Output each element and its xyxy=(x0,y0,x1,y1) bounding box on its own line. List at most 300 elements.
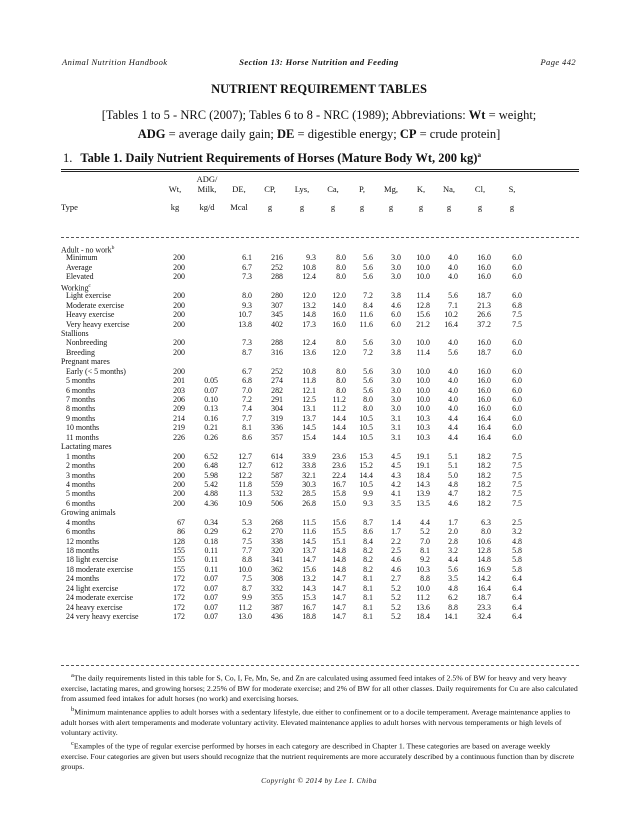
cell-na: 4.4 xyxy=(448,413,458,423)
cell-k: 4.4 xyxy=(420,517,430,527)
row-label-text: 12 months xyxy=(66,536,100,546)
cell-wt: 219 xyxy=(173,423,185,433)
row-label-text: 18 moderate exercise xyxy=(66,564,134,574)
cell-s: 3.2 xyxy=(512,527,522,537)
cell-k: 11.4 xyxy=(416,347,430,357)
cell-wt: 200 xyxy=(173,272,185,282)
cell-p: 7.2 xyxy=(363,291,373,301)
cell-s: 6.0 xyxy=(512,338,522,348)
cell-lys: 33.9 xyxy=(302,451,316,461)
cell-lys: 13.7 xyxy=(302,546,316,555)
row-label-text: 6 months xyxy=(66,527,96,537)
cell-ca: 8.0 xyxy=(336,366,346,376)
row-footnote-mark: c xyxy=(88,282,91,289)
row-label xyxy=(66,272,94,281)
cell-cl: 37.2 xyxy=(477,319,491,329)
row-label-text: Heavy exercise xyxy=(66,310,115,320)
column-header-6-line3: g xyxy=(330,202,336,212)
cell-na: 5.6 xyxy=(448,347,458,357)
cell-wt: 214 xyxy=(173,413,185,423)
row-label-text: 18 months xyxy=(66,546,100,555)
cell-de: 13.0 xyxy=(238,612,252,622)
cell-milk: 0.29 xyxy=(204,527,218,537)
cell-k: 19.1 xyxy=(416,451,430,461)
cell-cl: 16.0 xyxy=(477,338,491,348)
cell-mg: 3.0 xyxy=(391,376,401,386)
footnote-b-text: Minimum maintenance applies to adult horses with a sedentary lifestyle, due either to confinement or to a docile temperament. Average maintenance applies to adult horses with alert temperaments and moderate voluntary activity. Elevated maintenance applies to adult horses with nervous temperaments or high levels of voluntary activity. xyxy=(61,707,571,738)
cell-na: 4.4 xyxy=(448,555,458,565)
table-row xyxy=(61,574,579,583)
cell-na: 4.0 xyxy=(448,262,458,272)
cell-milk: 6.52 xyxy=(204,451,218,461)
column-header-2-line2: Milk, xyxy=(197,184,217,194)
def-de: = digestible energy; xyxy=(294,127,400,141)
row-label xyxy=(66,565,133,574)
cell-s: 6.0 xyxy=(512,253,522,263)
column-header-10-line2: Na, xyxy=(442,184,456,194)
cell-ca: 8.0 xyxy=(336,376,346,386)
cell-na: 3.2 xyxy=(448,546,458,555)
column-header-12-line2: S, xyxy=(508,184,516,194)
cell-lys: 16.7 xyxy=(302,602,316,612)
cell-lys: 13.2 xyxy=(302,574,316,584)
table-group-row xyxy=(61,508,579,517)
table-row xyxy=(61,461,579,470)
cell-s: 7.5 xyxy=(512,498,522,508)
column-header-2-line3: kg/d xyxy=(199,202,215,212)
cell-lys: 11.5 xyxy=(302,517,316,527)
cell-mg: 5.2 xyxy=(391,612,401,622)
table-group-row xyxy=(61,329,579,338)
row-label-text: Average xyxy=(66,262,93,272)
cell-lys: 15.4 xyxy=(302,432,316,442)
table-column-headers xyxy=(61,175,579,225)
cell-ca: 14.8 xyxy=(332,564,346,574)
cell-k: 7.0 xyxy=(420,536,430,546)
cell-mg: 5.2 xyxy=(391,583,401,593)
cell-na: 4.6 xyxy=(448,498,458,508)
cell-mg: 3.0 xyxy=(391,253,401,263)
row-label xyxy=(66,320,130,329)
table-row xyxy=(61,433,579,442)
cell-k: 12.8 xyxy=(416,300,430,310)
header-book-title: Animal Nutrition Handbook xyxy=(62,57,168,67)
cell-de: 6.8 xyxy=(242,376,252,386)
cell-de: 7.7 xyxy=(242,546,252,555)
cell-na: 2.0 xyxy=(448,527,458,537)
cell-de: 11.3 xyxy=(238,489,252,499)
cell-p: 10.5 xyxy=(359,479,373,489)
table-row xyxy=(61,414,579,423)
cell-na: 8.8 xyxy=(448,602,458,612)
row-label xyxy=(66,452,95,461)
cell-p: 9.9 xyxy=(363,489,373,499)
row-label xyxy=(66,423,99,432)
def-wt: = weight; xyxy=(485,108,537,122)
cell-k: 10.0 xyxy=(416,253,430,263)
cell-wt: 201 xyxy=(173,376,185,386)
cell-s: 6.0 xyxy=(512,272,522,282)
cell-mg: 2.2 xyxy=(391,536,401,546)
cell-ca: 14.4 xyxy=(332,413,346,423)
cell-cp: 345 xyxy=(271,310,283,320)
cell-de: 8.1 xyxy=(242,423,252,433)
cell-de: 8.7 xyxy=(242,583,252,593)
row-label xyxy=(66,376,95,385)
cell-ca: 22.4 xyxy=(332,470,346,480)
cell-lys: 14.5 xyxy=(302,423,316,433)
row-label xyxy=(66,546,99,555)
cell-na: 4.0 xyxy=(448,253,458,263)
cell-milk: 4.88 xyxy=(204,489,218,499)
cell-p: 15.2 xyxy=(359,461,373,471)
cell-wt: 200 xyxy=(173,489,185,499)
cell-wt: 172 xyxy=(173,602,185,612)
cell-wt: 86 xyxy=(177,527,185,537)
cell-wt: 172 xyxy=(173,583,185,593)
row-label-text: 24 very heavy exercise xyxy=(66,612,139,622)
cell-wt: 128 xyxy=(173,536,185,546)
cell-mg: 4.3 xyxy=(391,470,401,480)
cell-cp: 307 xyxy=(271,300,283,310)
row-label-text: Early (< 5 months) xyxy=(66,366,126,376)
table-row xyxy=(61,593,579,602)
def-adg: = average daily gain; xyxy=(165,127,278,141)
cell-cp: 268 xyxy=(271,517,283,527)
abbr-cp: CP xyxy=(399,127,417,141)
cell-wt: 226 xyxy=(173,432,185,442)
row-label xyxy=(66,348,95,357)
row-label-text: 7 months xyxy=(66,395,96,404)
cell-wt: 203 xyxy=(173,385,185,395)
cell-cl: 14.2 xyxy=(477,574,491,584)
cell-lys: 17.3 xyxy=(302,319,316,329)
cell-de: 7.3 xyxy=(242,272,252,282)
cell-wt: 155 xyxy=(173,555,185,565)
cell-cp: 291 xyxy=(271,395,283,404)
table-row xyxy=(61,263,579,272)
table-row xyxy=(61,376,579,385)
cell-k: 10.0 xyxy=(416,376,430,386)
cell-ca: 23.6 xyxy=(332,461,346,471)
column-header-5-line3: g xyxy=(299,202,305,212)
cell-milk: 0.07 xyxy=(204,583,218,593)
column-header-8-line3: g xyxy=(388,202,394,212)
cell-k: 13.6 xyxy=(416,602,430,612)
table-row xyxy=(61,386,579,395)
table-title xyxy=(63,151,583,166)
cell-k: 10.3 xyxy=(416,423,430,433)
cell-p: 11.6 xyxy=(359,310,373,320)
row-label-text: Growing animals xyxy=(61,508,116,518)
cell-na: 4.0 xyxy=(448,376,458,386)
cell-k: 5.2 xyxy=(420,527,430,537)
cell-lys: 14.7 xyxy=(302,555,316,565)
cell-cl: 16.0 xyxy=(477,262,491,272)
row-label xyxy=(66,584,118,593)
cell-lys: 28.5 xyxy=(302,489,316,499)
cell-wt: 200 xyxy=(173,310,185,320)
column-header-6-line2: Ca, xyxy=(327,184,339,194)
cell-de: 9.9 xyxy=(242,593,252,603)
cell-na: 7.1 xyxy=(448,300,458,310)
header-section-title: Section 13: Horse Nutrition and Feeding xyxy=(239,57,399,67)
cell-mg: 3.8 xyxy=(391,347,401,357)
cell-de: 8.7 xyxy=(242,347,252,357)
cell-cl: 14.8 xyxy=(477,555,491,565)
cell-na: 4.8 xyxy=(448,583,458,593)
row-label-text: 6 months xyxy=(66,498,96,508)
table-row xyxy=(61,603,579,612)
column-header-5-line2: Lys, xyxy=(294,184,310,194)
row-label xyxy=(66,386,95,395)
cell-cl: 16.0 xyxy=(477,395,491,404)
cell-de: 7.7 xyxy=(242,413,252,423)
cell-p: 15.3 xyxy=(359,451,373,461)
cell-na: 14.1 xyxy=(444,612,458,622)
def-cp: = crude protein] xyxy=(416,127,501,141)
table-row xyxy=(61,584,579,593)
cell-na: 1.7 xyxy=(448,517,458,527)
cell-ca: 15.5 xyxy=(332,527,346,537)
cell-s: 7.5 xyxy=(512,451,522,461)
cell-cl: 26.6 xyxy=(477,310,491,320)
footnote-b-mark: b xyxy=(71,705,75,713)
cell-milk: 0.34 xyxy=(204,517,218,527)
cell-ca: 12.0 xyxy=(332,347,346,357)
abbr-de: DE xyxy=(277,127,295,141)
cell-de: 12.2 xyxy=(238,470,252,480)
cell-na: 16.4 xyxy=(444,319,458,329)
page-title: NUTRIENT REQUIREMENT TABLES xyxy=(211,82,427,96)
cell-cl: 16.0 xyxy=(477,253,491,263)
footnote-a xyxy=(61,671,579,705)
cell-lys: 14.8 xyxy=(302,310,316,320)
cell-lys: 15.6 xyxy=(302,564,316,574)
cell-p: 10.5 xyxy=(359,432,373,442)
cell-s: 7.5 xyxy=(512,319,522,329)
cell-lys: 10.8 xyxy=(302,366,316,376)
cell-mg: 1.4 xyxy=(391,517,401,527)
cell-cp: 532 xyxy=(271,489,283,499)
cell-wt: 172 xyxy=(173,612,185,622)
cell-ca: 8.0 xyxy=(336,262,346,272)
row-label xyxy=(66,253,98,262)
cell-k: 11.2 xyxy=(416,593,430,603)
cell-cp: 506 xyxy=(271,498,283,508)
row-label-text: Lactating mares xyxy=(61,442,112,452)
column-header-12-line3: g xyxy=(509,202,515,212)
table-title-footnote-mark: a xyxy=(477,151,481,159)
cell-mg: 5.2 xyxy=(391,602,401,612)
cell-p: 10.5 xyxy=(359,413,373,423)
cell-de: 7.5 xyxy=(242,574,252,584)
cell-mg: 4.5 xyxy=(391,461,401,471)
cell-na: 10.2 xyxy=(444,310,458,320)
cell-ca: 11.2 xyxy=(332,404,346,414)
cell-k: 10.0 xyxy=(416,385,430,395)
cell-milk: 0.10 xyxy=(204,395,218,404)
cell-k: 10.0 xyxy=(416,272,430,282)
row-label xyxy=(61,508,116,517)
table-row xyxy=(61,518,579,527)
cell-de: 6.7 xyxy=(242,262,252,272)
cell-lys: 14.3 xyxy=(302,583,316,593)
table-row xyxy=(61,480,579,489)
column-header-2-line1: ADG/ xyxy=(196,174,218,184)
cell-p: 5.6 xyxy=(363,338,373,348)
cell-cp: 336 xyxy=(271,423,283,433)
cell-wt: 155 xyxy=(173,564,185,574)
running-header xyxy=(62,57,576,69)
cell-cl: 18.2 xyxy=(477,498,491,508)
footnote-c xyxy=(61,739,579,773)
table-row xyxy=(61,310,579,319)
table-row xyxy=(61,423,579,432)
table-row xyxy=(61,272,579,281)
cell-milk: 0.07 xyxy=(204,602,218,612)
column-header-4-line2: CP, xyxy=(264,184,276,194)
cell-cp: 355 xyxy=(271,593,283,603)
cell-mg: 6.0 xyxy=(391,319,401,329)
cell-de: 7.0 xyxy=(242,385,252,395)
cell-mg: 4.6 xyxy=(391,300,401,310)
table-row xyxy=(61,527,579,536)
cell-de: 6.1 xyxy=(242,253,252,263)
cell-cl: 18.2 xyxy=(477,470,491,480)
cell-wt: 200 xyxy=(173,253,185,263)
cell-p: 8.7 xyxy=(363,517,373,527)
cell-mg: 5.2 xyxy=(391,593,401,603)
cell-k: 15.6 xyxy=(416,310,430,320)
cell-cl: 16.4 xyxy=(477,432,491,442)
row-label xyxy=(66,338,107,347)
cell-p: 8.2 xyxy=(363,555,373,565)
cell-ca: 8.0 xyxy=(336,253,346,263)
cell-wt: 67 xyxy=(177,517,185,527)
cell-ca: 14.7 xyxy=(332,574,346,584)
cell-mg: 4.2 xyxy=(391,479,401,489)
cell-k: 21.2 xyxy=(416,319,430,329)
footnote-a-text: The daily requirements listed in this table for S, Co, I, Fe, Mn, Se, and Zn are calculated using assumed feed intakes of 2.5% of BW for heavy and very heavy exercise, lactating mares, and growing horses; 2.25% of BW for moderate exercise; and 2% of BW for all other classes. Daily requirements for Cu are also calculated from assumed feed intakes for adult horses (no work) and exercising horses. xyxy=(61,673,578,704)
row-label xyxy=(66,499,95,508)
cell-milk: 0.11 xyxy=(204,555,218,565)
row-label xyxy=(61,357,110,366)
cell-s: 7.5 xyxy=(512,489,522,499)
row-label-text: Minimum xyxy=(66,253,98,263)
cell-k: 10.3 xyxy=(416,432,430,442)
cell-lys: 11.8 xyxy=(302,376,316,386)
cell-mg: 1.7 xyxy=(391,527,401,537)
cell-milk: 0.07 xyxy=(204,612,218,622)
row-label-text: 4 months xyxy=(66,517,96,527)
cell-mg: 4.6 xyxy=(391,555,401,565)
cell-de: 12.7 xyxy=(238,451,252,461)
cell-p: 5.6 xyxy=(363,385,373,395)
cell-de: 10.0 xyxy=(238,564,252,574)
cell-lys: 12.0 xyxy=(302,291,316,301)
cell-p: 14.4 xyxy=(359,470,373,480)
row-label xyxy=(66,518,95,527)
cell-mg: 3.0 xyxy=(391,272,401,282)
cell-na: 4.4 xyxy=(448,423,458,433)
cell-cp: 614 xyxy=(271,451,283,461)
cell-k: 8.1 xyxy=(420,546,430,555)
cell-p: 5.6 xyxy=(363,366,373,376)
cell-ca: 15.1 xyxy=(332,536,346,546)
cell-de: 8.0 xyxy=(242,291,252,301)
cell-ca: 8.0 xyxy=(336,272,346,282)
table-row xyxy=(61,291,579,300)
row-label-text: 5 months xyxy=(66,376,96,386)
row-label-text: Breeding xyxy=(66,347,95,357)
cell-milk: 0.21 xyxy=(204,423,218,433)
cell-p: 8.1 xyxy=(363,583,373,593)
footnote-c-text: Examples of the type of regular exercise performed by horses in each category are described in Chapter 1. These categories are based on average weekly exercise. Four categories are given but users should recognize that the nutrient requirements are more accurately described by a continuous function than by discrete groups. xyxy=(61,741,575,772)
column-header-8-line2: Mg, xyxy=(384,184,398,194)
cell-lys: 13.1 xyxy=(302,404,316,414)
row-label-text: Elevated xyxy=(66,272,94,282)
table-title-text: Table 1. Daily Nutrient Requirements of Horses (Mature Body Wt, 200 kg) xyxy=(80,151,478,166)
row-label-text: 24 heavy exercise xyxy=(66,602,123,612)
cell-k: 11.4 xyxy=(416,291,430,301)
cell-k: 10.0 xyxy=(416,262,430,272)
cell-p: 10.5 xyxy=(359,423,373,433)
column-header-7-line2: P, xyxy=(359,184,365,194)
cell-mg: 6.0 xyxy=(391,310,401,320)
row-label-text: 9 months xyxy=(66,413,96,423)
cell-p: 5.6 xyxy=(363,262,373,272)
cell-p: 5.6 xyxy=(363,272,373,282)
cell-wt: 200 xyxy=(173,319,185,329)
cell-de: 13.8 xyxy=(238,319,252,329)
cell-lys: 9.3 xyxy=(306,253,316,263)
row-label xyxy=(66,471,95,480)
cell-ca: 8.0 xyxy=(336,338,346,348)
cell-mg: 3.5 xyxy=(391,498,401,508)
table-top-rule xyxy=(61,169,579,170)
cell-na: 4.0 xyxy=(448,272,458,282)
cell-cp: 280 xyxy=(271,291,283,301)
footnote-c-mark: c xyxy=(71,739,74,747)
row-label xyxy=(66,414,95,423)
cell-milk: 0.18 xyxy=(204,536,218,546)
cell-mg: 4.5 xyxy=(391,451,401,461)
row-label-text: 1 months xyxy=(66,451,96,461)
cell-wt: 172 xyxy=(173,593,185,603)
cell-mg: 3.0 xyxy=(391,366,401,376)
table-group-row xyxy=(61,357,579,366)
cell-ca: 14.4 xyxy=(332,432,346,442)
cell-s: 5.8 xyxy=(512,546,522,555)
column-header-0-line3: Type xyxy=(61,202,78,212)
cell-k: 8.8 xyxy=(420,574,430,584)
cell-cl: 16.0 xyxy=(477,385,491,395)
cell-na: 4.4 xyxy=(448,432,458,442)
cell-cp: 304 xyxy=(271,404,283,414)
column-header-1-line3: kg xyxy=(170,202,180,212)
cell-wt: 200 xyxy=(173,366,185,376)
cell-s: 6.4 xyxy=(512,612,522,622)
cell-na: 4.0 xyxy=(448,366,458,376)
cell-lys: 13.6 xyxy=(302,347,316,357)
row-label xyxy=(61,442,112,451)
intro-paragraph xyxy=(88,106,550,144)
cell-s: 6.0 xyxy=(512,395,522,404)
cell-na: 4.0 xyxy=(448,385,458,395)
cell-milk: 0.07 xyxy=(204,385,218,395)
cell-s: 6.4 xyxy=(512,593,522,603)
